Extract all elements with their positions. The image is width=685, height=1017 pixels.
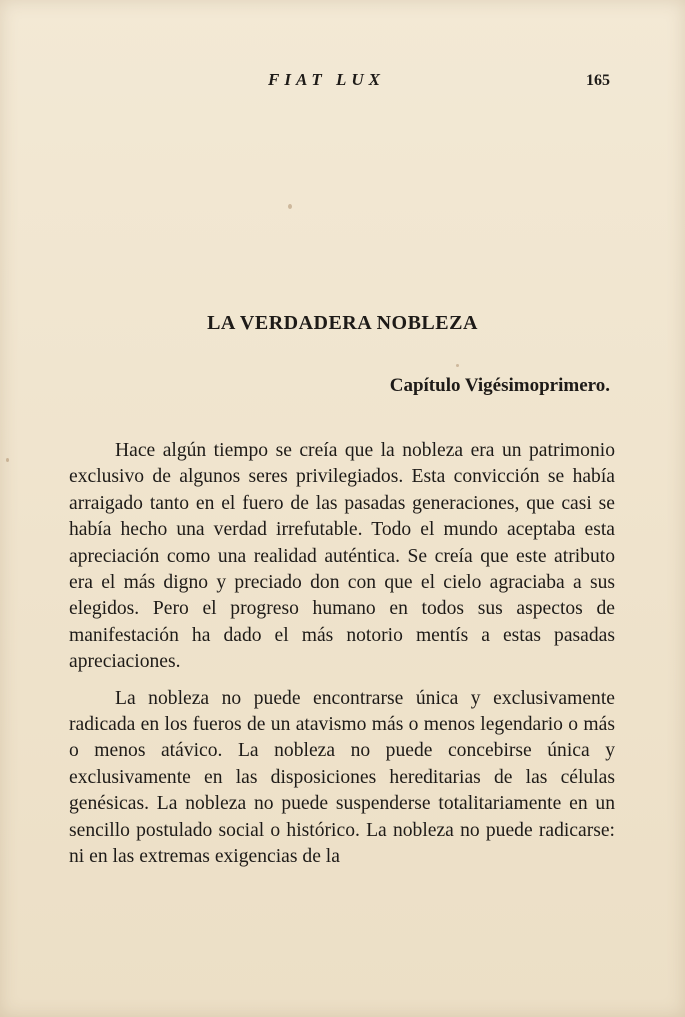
paper-spot (288, 204, 292, 209)
paragraph-2: La nobleza no puede encontrarse única y exclusivamente radicada en los fueros de un atavismo más o menos legendario o más o menos atávico. La nobleza no puede concebirse única y exclusivamente en las disposiciones hereditarias de las células genésicas. La nobleza no puede suspenderse totalitariamente en un sencillo postulado social o histórico. La nobleza no puede radicarse: ni en las extremas exigencias de la (69, 687, 615, 868)
body-text (69, 438, 615, 871)
page-number: 165 (586, 72, 610, 89)
running-title: FIAT LUX (268, 70, 385, 89)
chapter-subtitle: Capítulo Vigésimoprimero. (389, 375, 610, 396)
chapter-heading: LA VERDADERA NOBLEZA (207, 312, 478, 334)
paper-spot (456, 364, 459, 367)
paragraph-1: Hace algún tiempo se creía que la nobleza era un patrimonio exclusivo de algunos seres privilegiados. Esta convicción se había arraigado tanto en el fuero de las pasadas generaciones, que casi se había hecho una verdad irrefutable. Todo el mundo aceptaba esta apreciación como una realidad auténtica. Se creía que este atributo era el más digno y preciado don con que el cielo agraciaba a sus elegidos. Pero el progreso humano en todos sus aspectos de manifestación ha dado el más notorio mentís a estas pasadas apreciaciones. (69, 440, 615, 673)
paper-spot (6, 458, 9, 462)
running-head (0, 70, 685, 94)
